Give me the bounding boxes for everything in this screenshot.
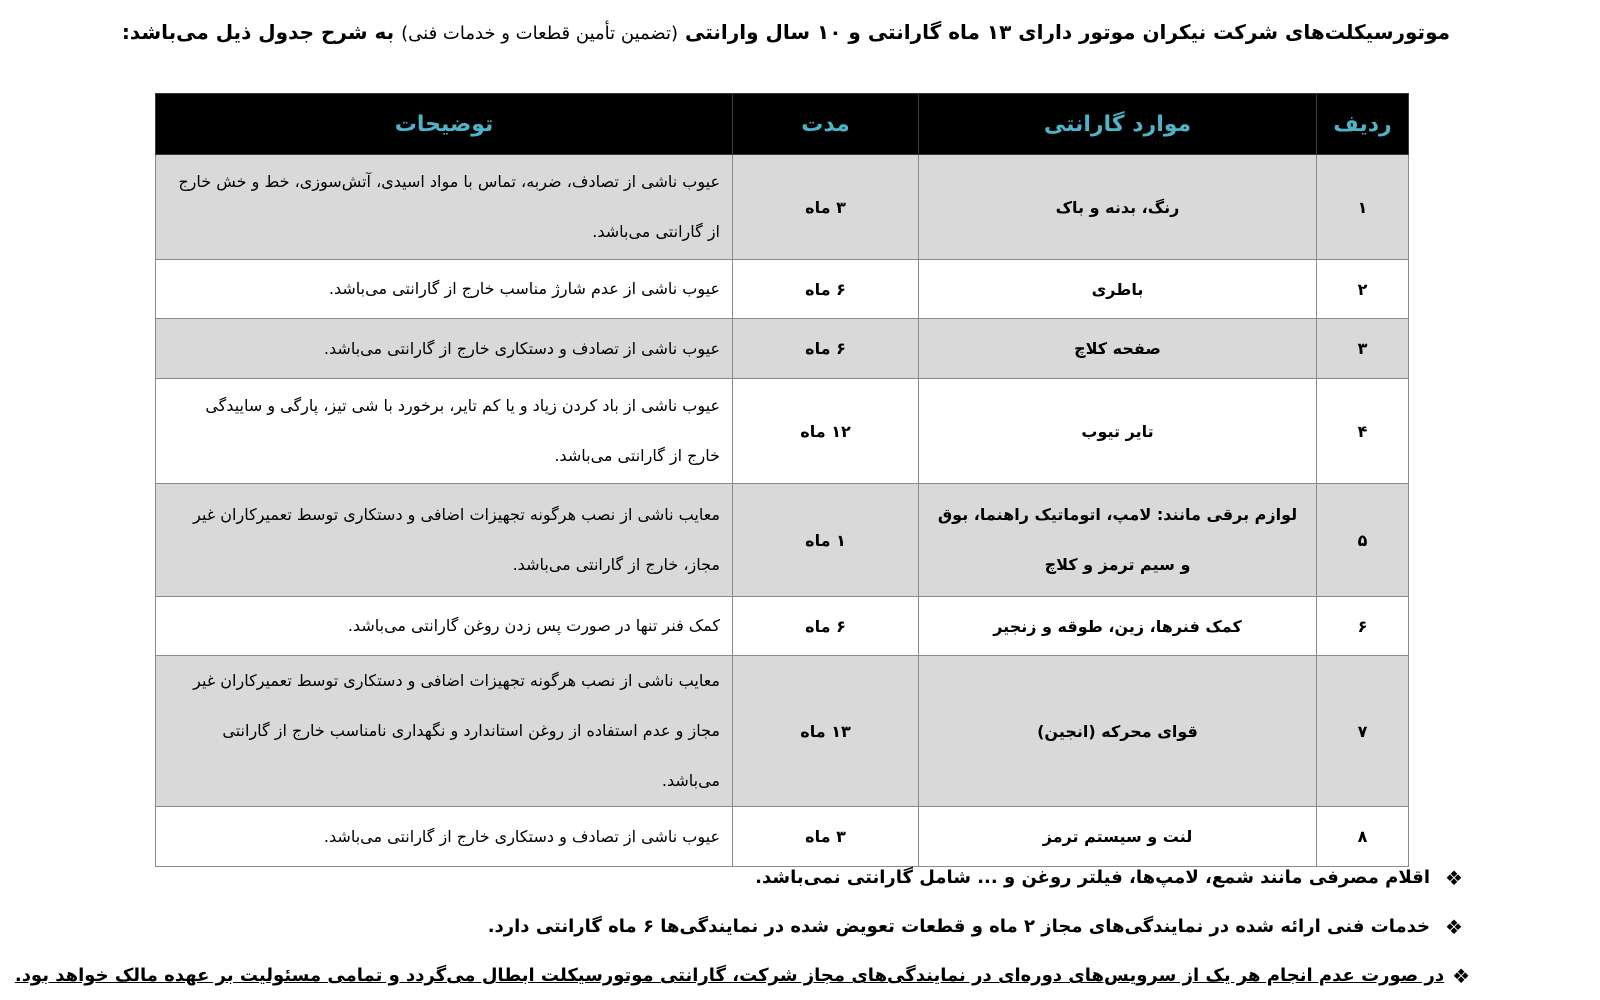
heading-main: موتورسیکلت‌های شرکت نیکران موتور دارای ۱۳ ماه گارانتی و ۱۰ سال وارانتی [678, 20, 1450, 44]
note-text: خدمات فنی ارائه شده در نمایندگی‌های مجاز ۲ ماه و قطعات تعویض شده در نمایندگی‌ها ۶ ماه گارانتی دارد. [487, 916, 1430, 937]
row-number: ۸ [1317, 807, 1409, 867]
table-row [156, 319, 1409, 379]
note-item [140, 853, 1470, 902]
table-row [156, 656, 1409, 807]
warranty-item: لنت و سیستم ترمز [919, 807, 1317, 867]
warranty-duration: ۶ ماه [733, 597, 919, 656]
warranty-item: صفحه کلاچ [919, 319, 1317, 379]
row-number: ۷ [1317, 656, 1409, 807]
warranty-duration: ۳ ماه [733, 807, 919, 867]
header-row-number: ردیف [1317, 94, 1409, 155]
warranty-description: معایب ناشی از نصب هرگونه تجهیزات اضافی و دستکاری توسط تعمیرکاران غیر مجاز، خارج از گارانتی می‌باشد. [156, 484, 733, 597]
warranty-description: عیوب ناشی از عدم شارژ مناسب خارج از گارانتی می‌باشد. [156, 260, 733, 319]
warranty-item: لوازم برقی مانند: لامپ، اتوماتیک راهنما، بوق و سیم ترمز و کلاچ [919, 484, 1317, 597]
row-number: ۲ [1317, 260, 1409, 319]
warranty-item: رنگ، بدنه و باک [919, 155, 1317, 260]
header-description: توضیحات [156, 94, 733, 155]
diamond-bullet-icon: ❖ [1452, 963, 1470, 988]
note-text: اقلام مصرفی مانند شمع، لامپ‌ها، فیلتر روغن و ... شامل گارانتی نمی‌باشد. [755, 867, 1430, 888]
header-warranty-item: موارد گارانتی [919, 94, 1317, 155]
warranty-item: تایر تیوب [919, 379, 1317, 484]
warranty-description: عیوب ناشی از باد کردن زیاد و یا کم تایر، برخورد با شی تیز، پارگی و ساییدگی خارج از گارانتی می‌باشد. [156, 379, 733, 484]
row-number: ۴ [1317, 379, 1409, 484]
warranty-duration: ۶ ماه [733, 260, 919, 319]
row-number: ۶ [1317, 597, 1409, 656]
note-item [14, 951, 1470, 1000]
warranty-description: معایب ناشی از نصب هرگونه تجهیزات اضافی و دستکاری توسط تعمیرکاران غیر مجاز و عدم استفاده از روغن استاندارد و نگهداری نامناسب خارج از گارانتی می‌باشد. [156, 656, 733, 807]
table-row [156, 484, 1409, 597]
warranty-table [155, 93, 1409, 867]
heading-tail: به شرح جدول ذیل می‌باشد: [121, 20, 402, 44]
note-text: در صورت عدم انجام هر یک از سرویس‌های دوره‌ای در نمایندگی‌های مجاز شرکت، گارانتی موتورسیکلت ابطال می‌گردد و تمامی مسئولیت بر عهده مالک خواهد بود. [14, 965, 1445, 986]
table-row [156, 379, 1409, 484]
row-number: ۱ [1317, 155, 1409, 260]
warranty-description: عیوب ناشی از تصادف، ضربه، تماس با مواد اسیدی، آتش‌سوزی، خط و خش خارج از گارانتی می‌باشد. [156, 155, 733, 260]
warranty-description: عیوب ناشی از تصادف و دستکاری خارج از گارانتی می‌باشد. [156, 319, 733, 379]
diamond-bullet-icon: ❖ [1445, 865, 1463, 890]
warranty-duration: ۱ ماه [733, 484, 919, 597]
table-row [156, 597, 1409, 656]
warranty-duration: ۱۲ ماه [733, 379, 919, 484]
note-item [140, 902, 1470, 951]
page-heading [100, 14, 1450, 52]
row-number: ۵ [1317, 484, 1409, 597]
warranty-duration: ۶ ماه [733, 319, 919, 379]
heading-parenthetical: (تضمین تأمین قطعات و خدمات فنی) [401, 23, 679, 44]
warranty-item: باطری [919, 260, 1317, 319]
warranty-duration: ۱۳ ماه [733, 656, 919, 807]
diamond-bullet-icon: ❖ [1445, 914, 1463, 939]
row-number: ۳ [1317, 319, 1409, 379]
notes-list [14, 853, 1470, 1000]
warranty-item: قوای محرکه (انجین) [919, 656, 1317, 807]
warranty-duration: ۳ ماه [733, 155, 919, 260]
warranty-description: عیوب ناشی از تصادف و دستکاری خارج از گارانتی می‌باشد. [156, 807, 733, 867]
table-row [156, 260, 1409, 319]
warranty-item: کمک فنرها، زین، طوقه و زنجیر [919, 597, 1317, 656]
table-row [156, 155, 1409, 260]
header-duration: مدت [733, 94, 919, 155]
table-header-row [156, 94, 1409, 155]
warranty-description: کمک فنر تنها در صورت پس زدن روغن گارانتی می‌باشد. [156, 597, 733, 656]
